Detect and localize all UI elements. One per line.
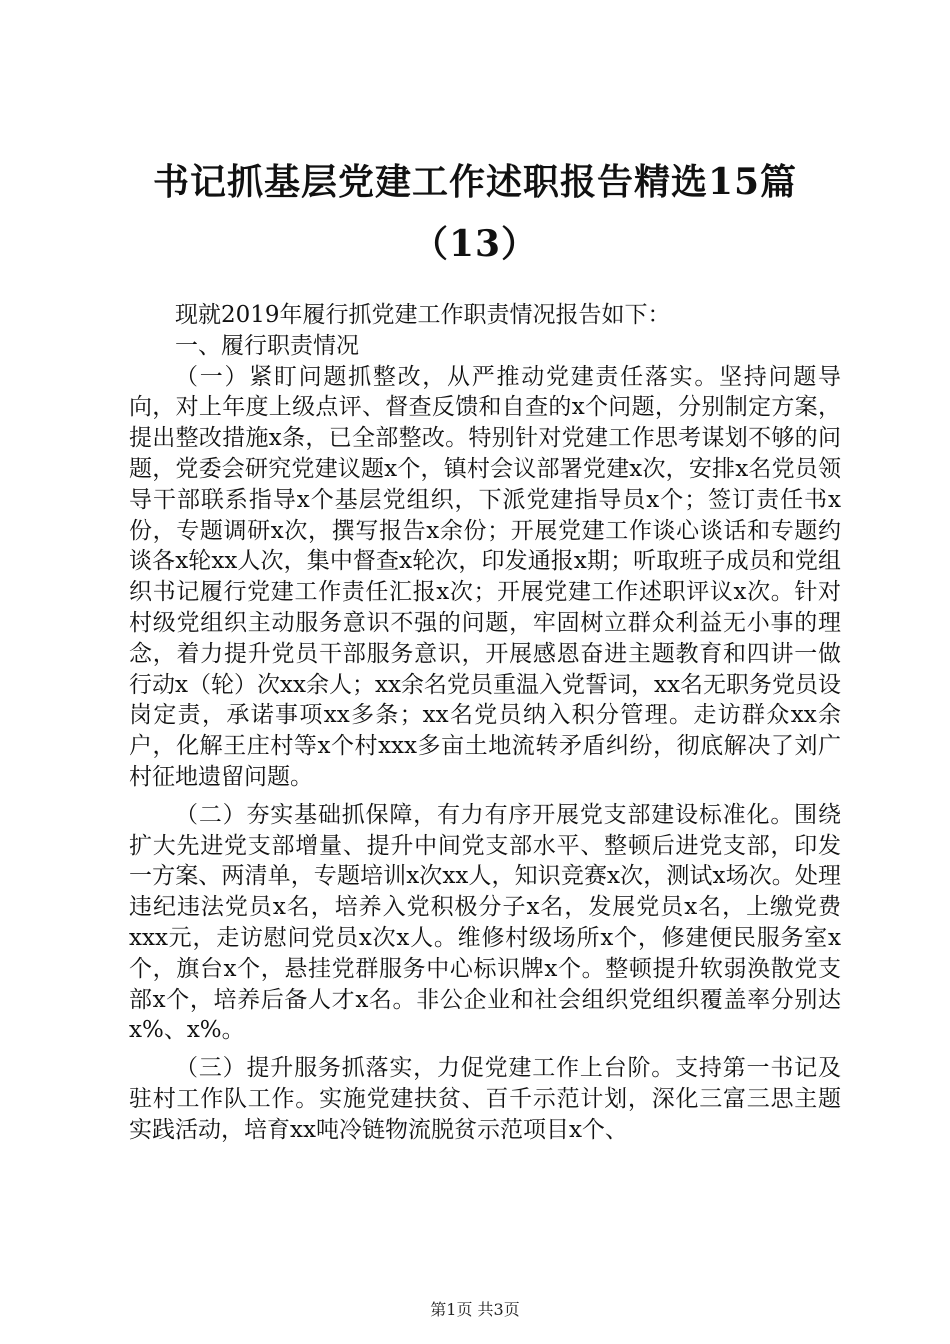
- body-paragraph-2: （二）夯实基础抓保障，有力有序开展党支部建设标准化。围绕扩大先进党支部增量、提升中间党支部水平、整顿后进党支部，印发一方案、两清单，专题培训x次xx人，知识竞赛x次，测试x场次。处理违纪违法党员x名，培养入党积极分子x名，发展党员x名，上缴党费xxx元，走访慰问党员x次x人。维修村级场所x个，修建便民服务室x个，旗台x个，悬挂党群服务中心标识牌x个。整顿提升软弱涣散党支部x个，培养后备人才x名。非公企业和社会组织党组织覆盖率分别达x%、x%。: [129, 801, 841, 1044]
- body-paragraph-3: （三）提升服务抓落实，力促党建工作上台阶。支持第一书记及驻村工作队工作。实施党建扶贫、百千示范计划，深化三富三思主题实践活动，培育xx吨冷链物流脱贫示范项目x个、: [129, 1055, 841, 1143]
- document-title: 书记抓基层党建工作述职报告精选15篇: [152, 161, 798, 203]
- document-body: [129, 300, 841, 1146]
- document-title-continuation: （13）: [411, 223, 539, 265]
- body-paragraph-1: （一）紧盯问题抓整改，从严推动党建责任落实。坚持问题导向，对上年度上级点评、督查反馈和自查的x个问题，分别制定方案，提出整改措施x条，已全部整改。特别针对党建工作思考谋划不够的问题，党委会研究党建议题x个，镇村会议部署党建x次，安排x名党员领导干部联系指导x个基层党组织，下派党建指导员x个；签订责任书x份，专题调研x次，撰写报告x余份；开展党建工作谈心谈话和专题约谈各x轮xx人次，集中督查x轮次，印发通报x期；听取班子成员和党组织书记履行党建工作责任汇报x次；开展党建工作述职评议x次。针对村级党组织主动服务意识不强的问题，牢固树立群众利益无小事的理念，着力提升党员干部服务意识，开展感恩奋进主题教育和四讲一做行动x（轮）次xx余人；xx余名党员重温入党誓词，xx名无职务党员设岗定责，承诺事项xx多条；xx名党员纳入积分管理。走访群众xx余户，化解王庄村等x个村xxx多亩土地流转矛盾纠纷，彻底解决了刘广村征地遗留问题。: [129, 363, 841, 790]
- intro-paragraph: 现就2019年履行抓党建工作职责情况报告如下：: [175, 302, 671, 328]
- page-number-footer: 第1页 共3页: [430, 1300, 520, 1319]
- section-heading: 一、履行职责情况: [175, 332, 359, 359]
